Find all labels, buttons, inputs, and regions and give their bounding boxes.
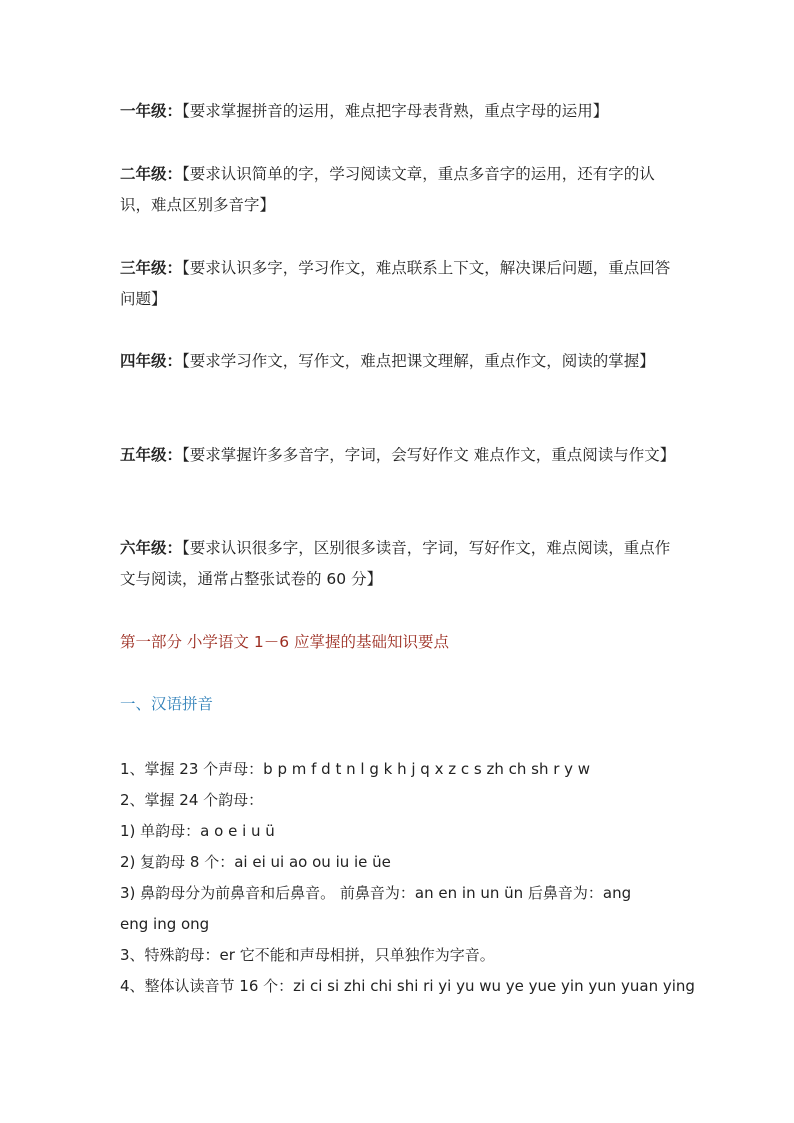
grade-3-label: 三年级：: [120, 259, 183, 277]
grade-4-paragraph: [120, 346, 680, 377]
list-line: eng ing ong: [120, 915, 210, 933]
pinyin-list: [120, 754, 700, 1002]
grade-6-text: 【要求认识很多字，区别很多读音，字词，写好作文，难点阅读，重点作文与阅读，通常占整张试卷的 60 分】: [120, 539, 671, 588]
grade-3-text: 【要求认识多字，学习作文，难点联系上下文，解决课后问题，重点回答问题】: [120, 259, 671, 308]
grade-4-label: 四年级：: [120, 352, 183, 370]
list-line: 3) 鼻韵母分为前鼻音和后鼻音。 前鼻音为：an en in un ün 后鼻音为：ang: [120, 884, 632, 902]
grade-3-paragraph: [120, 253, 680, 315]
grade-4-text: 【要求学习作文，写作文，难点把课文理解，重点作文，阅读的掌握】: [182, 352, 655, 370]
list-line: 2、掌握 24 个韵母：: [120, 791, 264, 809]
list-line: 3、特殊韵母：er 它不能和声母相拼，只单独作为字音。: [120, 946, 495, 964]
grade-5-label: 五年级：: [120, 446, 183, 464]
grade-1-text: 【要求掌握拼音的运用，难点把字母表背熟，重点字母的运用】: [182, 102, 609, 120]
list-line: 4、整体认读音节 16 个：zi ci si zhi chi shi ri yi yu wu ye yue yin yun yuan ying: [120, 977, 695, 995]
grade-5-paragraph: [120, 440, 680, 471]
section-title: 一、汉语拼音: [120, 695, 214, 713]
grade-5-text: 【要求掌握许多多音字，字词，会写好作文 难点作文，重点阅读与作文】: [182, 446, 676, 464]
grade-2-label: 二年级：: [120, 165, 183, 183]
list-line: 1) 单韵母：a o e i u ü: [120, 822, 275, 840]
grade-6-paragraph: [120, 533, 680, 595]
list-line: 1、掌握 23 个声母：b p m f d t n l g k h j q x z c s zh ch sh r y w: [120, 760, 591, 778]
grade-2-paragraph: [120, 159, 680, 221]
grade-6-label: 六年级：: [120, 539, 183, 557]
grade-1-label: 一年级：: [120, 102, 183, 120]
list-line: 2) 复韵母 8 个：ai ei ui ao ou iu ie üe: [120, 853, 391, 871]
grade-2-text: 【要求认识简单的字，学习阅读文章，重点多音字的运用，还有字的认识，难点区别多音字】: [120, 165, 655, 214]
grade-1-paragraph: [120, 96, 680, 127]
part-title: 第一部分 小学语文 1－6 应掌握的基础知识要点: [120, 633, 450, 651]
